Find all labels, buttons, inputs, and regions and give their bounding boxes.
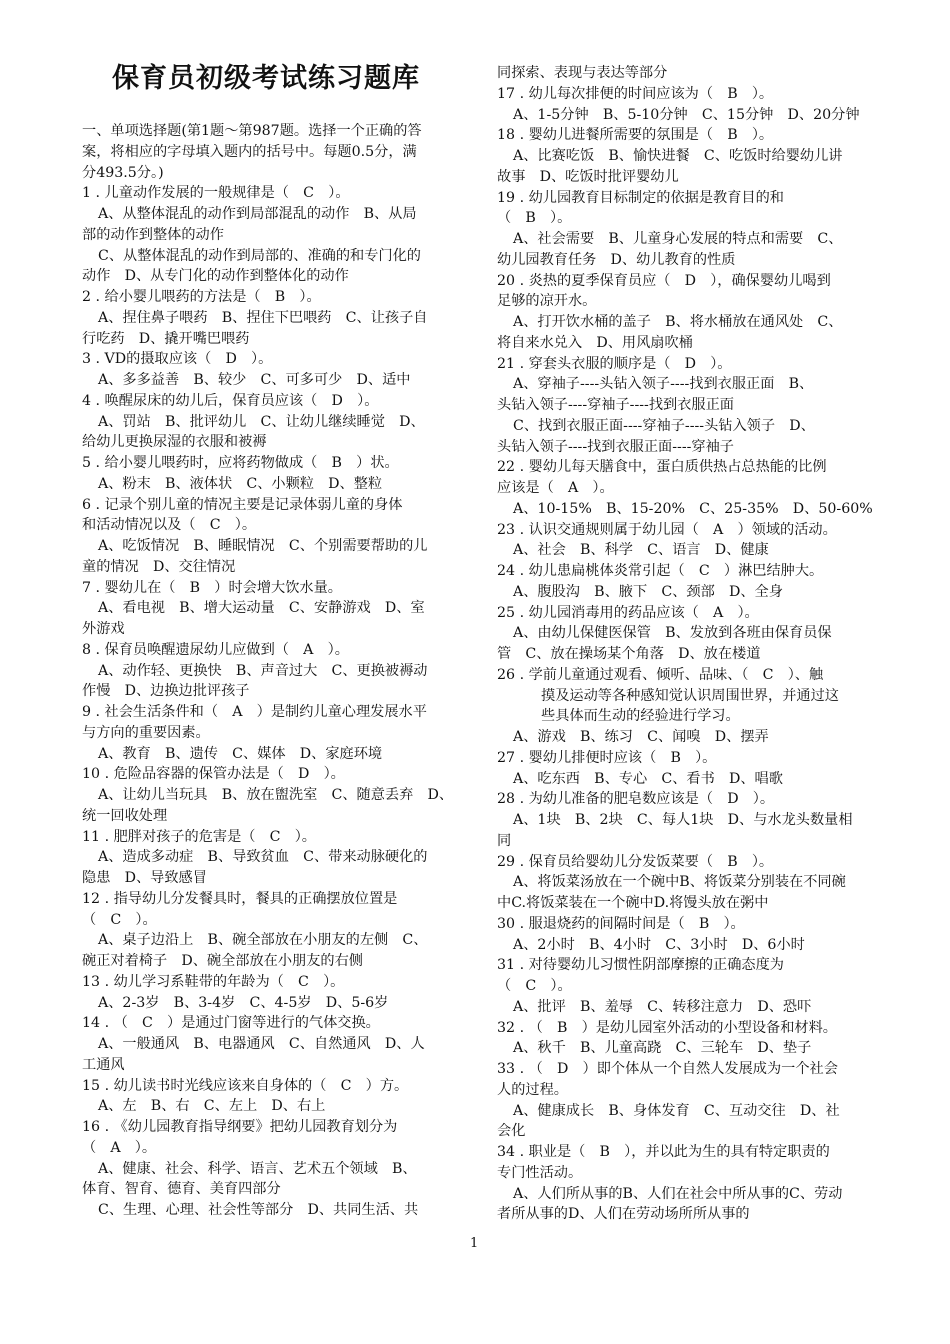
text-line: 人的过程。 bbox=[497, 1081, 568, 1098]
text-line: 些具体而生动的经验进行学习。 bbox=[541, 708, 740, 725]
text-line: A、造成多动症 B、导致贫血 C、带来动脉硬化的 bbox=[98, 849, 428, 866]
text-line: 8 . 保育员唤醒遗尿幼儿应做到（ A ）。 bbox=[82, 641, 349, 658]
text-line: 29 . 保育员给婴幼儿分发饭菜要（ B ）。 bbox=[497, 853, 774, 870]
text-line: C、找到衣服正面----穿袖子----头钻入领子 D、 bbox=[513, 417, 815, 434]
text-line: 23 . 认识交通规则属于幼儿园（ A ）领域的活动。 bbox=[497, 521, 837, 538]
text-line: 专门性活动。 bbox=[497, 1164, 583, 1181]
text-line: A、秋千 B、儿童高跷 C、三轮车 D、垫子 bbox=[513, 1040, 812, 1057]
text-line: 9 . 社会生活条件和（ A ）是制约儿童心理发展水平 bbox=[82, 704, 427, 720]
text-line: 头钻入领子----找到衣服正面----穿袖子 bbox=[497, 438, 734, 455]
text-line: 应该是（ A ）。 bbox=[497, 480, 614, 496]
text-line: 给幼儿更换尿湿的衣服和被褥 bbox=[82, 434, 267, 451]
text-line: 1 . 儿童动作发展的一般规律是（ C ）。 bbox=[82, 185, 350, 202]
text-line: 31 . 对待婴幼儿习惯性阴部摩擦的正确态度为 bbox=[497, 957, 784, 974]
text-line: 2 . 给小婴儿喂药的方法是（ B ）。 bbox=[82, 289, 321, 305]
text-line: 碗正对着椅子 D、碗全部放在小朋友的右侧 bbox=[82, 953, 363, 969]
text-line: A、教育 B、遗传 C、媒体 D、家庭环境 bbox=[98, 745, 383, 762]
text-line: A、捏住鼻子喂药 B、捏住下巴喂药 C、让孩子自 bbox=[98, 309, 428, 326]
text-line: A、健康成长 B、身体发育 C、互动交往 D、社 bbox=[513, 1102, 840, 1119]
text-line: 部的动作到整体的动作 bbox=[82, 226, 224, 243]
text-line: A、左 B、右 C、左上 D、右上 bbox=[98, 1098, 326, 1115]
text-line: 34 . 职业是（ B ），并以此为生的具有特定职责的 bbox=[497, 1144, 830, 1160]
text-line: 同探索、表现与表达等部分 bbox=[497, 65, 668, 81]
text-line: 32 . （ B ）是幼儿园室外活动的小型设备和材料。 bbox=[497, 1019, 837, 1036]
text-line: 统一回收处理 bbox=[82, 807, 168, 824]
text-line: 17 . 幼儿每次排便的时间应该为（ B ）。 bbox=[497, 85, 774, 102]
text-line: A、批评 B、羞辱 C、转移注意力 D、恐吓 bbox=[513, 998, 812, 1015]
text-line: A、健康、社会、科学、语言、艺术五个领域 B、 bbox=[98, 1160, 417, 1177]
text-line: A、2小时 B、4小时 C、3小时 D、6小时 bbox=[513, 936, 805, 953]
text-line: A、吃饭情况 B、睡眠情况 C、个别需要帮助的儿 bbox=[98, 538, 428, 554]
text-line: A、游戏 B、练习 C、闻嗅 D、摆弄 bbox=[513, 729, 769, 745]
text-line: A、社会 B、科学 C、语言 D、健康 bbox=[513, 542, 769, 559]
text-line: A、动作轻、更换快 B、声音过大 C、更换被褥动 bbox=[98, 662, 428, 679]
text-line: 幼儿园教育任务 D、幼儿教育的性质 bbox=[497, 251, 736, 268]
text-line: （ A ）。 bbox=[82, 1139, 157, 1156]
text-line: 27 . 婴幼儿排便时应该（ B ）。 bbox=[497, 749, 717, 766]
text-line: 26 . 学前儿童通过观看、倾听、品味、（ C ）、触 bbox=[497, 666, 824, 683]
text-line: 工通风 bbox=[82, 1056, 125, 1073]
text-line: 4 . 唤醒尿床的幼儿后，保育员应该（ D ）。 bbox=[82, 392, 379, 409]
text-line: 摸及运动等各种感知觉认识周围世界，并通过这 bbox=[541, 687, 839, 704]
text-line: 和活动情况以及（ C ）。 bbox=[82, 517, 257, 534]
text-line: 21 . 穿套头衣服的顺序是（ D ）。 bbox=[497, 355, 732, 372]
text-line: 28 . 为幼儿准备的肥皂数应该是（ D ）。 bbox=[497, 791, 775, 808]
text-line: 19 . 幼儿园教育目标制定的依据是教育目的和 bbox=[497, 189, 784, 206]
text-line: 作慢 D、边换边批评孩子 bbox=[82, 683, 250, 700]
text-line: 分493.5分。) bbox=[82, 164, 164, 181]
page-number: 1 bbox=[470, 1236, 479, 1251]
text-line: 与方向的重要因素。 bbox=[82, 724, 210, 741]
text-line: （ C ）。 bbox=[82, 911, 157, 928]
text-line: A、粉末 B、液体状 C、小颗粒 D、整粒 bbox=[98, 475, 383, 492]
text-line: 33 . （ D ）即个体从一个自然人发展成为一个社会 bbox=[497, 1061, 838, 1077]
text-line: （ C ）。 bbox=[497, 978, 572, 994]
text-line: A、桌子边沿上 B、碗全部放在小朋友的左侧 C、 bbox=[98, 932, 428, 949]
text-line: 20 . 炎热的夏季保育员应（ D ），确保婴幼儿喝到 bbox=[497, 272, 831, 289]
text-line: 10 . 危险品容器的保管办法是（ D ）。 bbox=[82, 766, 345, 783]
text-line: 案，将相应的字母填入题内的括号中。每题0.5分，满 bbox=[82, 143, 417, 160]
text-line: 25 . 幼儿园消毒用的药品应该（ A ）。 bbox=[497, 604, 759, 621]
text-line: A、1-5分钟 B、5-10分钟 C、15分钟 D、20分钟 bbox=[513, 106, 860, 123]
text-line: 将自来水兑入 D、用风扇吹桶 bbox=[497, 334, 693, 351]
text-line: 故事 D、吃饭时批评婴幼儿 bbox=[497, 168, 679, 185]
text-line: A、罚站 B、批评幼儿 C、让幼儿继续睡觉 D、 bbox=[98, 413, 425, 430]
text-line: （ B ）。 bbox=[497, 210, 572, 227]
text-line: A、比赛吃饭 B、愉快进餐 C、吃饭时给婴幼儿讲 bbox=[513, 148, 843, 164]
text-line: 中C.将饭菜装在一个碗中D.将馒头放在粥中 bbox=[497, 895, 769, 911]
text-line: 7 . 婴幼儿在（ B ）时会增大饮水量。 bbox=[82, 579, 342, 596]
text-line: 行吃药 D、撬开嘴巴喂药 bbox=[82, 330, 250, 347]
text-line: A、社会需要 B、儿童身心发展的特点和需要 C、 bbox=[513, 231, 843, 247]
text-line: A、看电视 B、增大运动量 C、安静游戏 D、室 bbox=[98, 600, 425, 617]
text-line: 管 C、放在操场某个角落 D、放在楼道 bbox=[497, 646, 761, 662]
text-line: A、1块 B、2块 C、每人1块 D、与水龙头数量相 bbox=[513, 812, 853, 828]
text-line: 14 . （ C ）是通过门窗等进行的气体交换。 bbox=[82, 1015, 380, 1032]
text-line: 6 . 记录个别儿童的情况主要是记录体弱儿童的身体 bbox=[82, 496, 403, 513]
text-line: A、将饭菜汤放在一个碗中B、将饭菜分别装在不同碗 bbox=[513, 874, 846, 891]
text-line: 12 . 指导幼儿分发餐具时，餐具的正确摆放位置是 bbox=[82, 890, 398, 907]
text-line: A、打开饮水桶的盖子 B、将水桶放在通风处 C、 bbox=[513, 314, 843, 330]
text-line: C、从整体混乱的动作到局部的、准确的和专门化的 bbox=[98, 247, 421, 264]
text-line: 5 . 给小婴儿喂药时，应将药物做成（ B ）状。 bbox=[82, 455, 399, 471]
text-line: 同 bbox=[497, 832, 512, 849]
text-line: A、让幼儿当玩具 B、放在盥洗室 C、随意丢弃 D、 bbox=[98, 787, 454, 803]
text-line: 一、单项选择题(第1题～第987题。选择一个正确的答 bbox=[82, 123, 422, 139]
text-line: 外游戏 bbox=[82, 621, 125, 637]
text-line: 隐患 D、导致感冒 bbox=[82, 870, 207, 886]
text-line: A、多多益善 B、较少 C、可多可少 D、适中 bbox=[98, 372, 411, 388]
text-line: 16 . 《幼儿园教育指导纲要》把幼儿园教育划分为 bbox=[82, 1119, 398, 1135]
text-line: A、2-3岁 B、3-4岁 C、4-5岁 D、5-6岁 bbox=[98, 994, 389, 1011]
text-line: A、一般通风 B、电器通风 C、自然通风 D、人 bbox=[98, 1036, 425, 1052]
text-line: A、穿袖子----头钻入领子----找到衣服正面 B、 bbox=[513, 376, 814, 393]
text-line: 会化 bbox=[497, 1123, 526, 1140]
text-line: A、由幼儿保健医保管 B、发放到各班由保育员保 bbox=[513, 625, 832, 642]
text-line: 15 . 幼儿读书时光线应该来自身体的（ C ）方。 bbox=[82, 1077, 409, 1094]
text-line: A、人们所从事的B、人们在社会中所从事的C、劳动 bbox=[513, 1185, 843, 1202]
text-line: 11 . 肥胖对孩子的危害是（ C ）。 bbox=[82, 828, 316, 845]
text-line: A、10-15% B、15-20% C、25-35% D、50-60% bbox=[513, 500, 873, 517]
text-line: 13 . 幼儿学习系鞋带的年龄为（ C ）。 bbox=[82, 973, 345, 990]
text-line: 30 . 服退烧药的间隔时间是（ B ）。 bbox=[497, 915, 745, 932]
text-line: A、腹股沟 B、腋下 C、颈部 D、全身 bbox=[513, 583, 783, 600]
text-line: A、吃东西 B、专心 C、看书 D、唱歌 bbox=[513, 770, 783, 787]
text-line: 动作 D、从专门化的动作到整体化的动作 bbox=[82, 268, 349, 285]
text-line: 18 . 婴幼儿进餐所需要的氛围是（ B ）。 bbox=[497, 127, 774, 144]
text-line: C、生理、心理、社会性等部分 D、共同生活、共 bbox=[98, 1202, 419, 1218]
text-line: 头钻入领子----穿袖子----找到衣服正面 bbox=[497, 397, 734, 413]
text-line: 3 . VD的摄取应该（ D ）。 bbox=[82, 351, 273, 368]
text-line: 足够的凉开水。 bbox=[497, 293, 597, 310]
text-line: 24 . 幼儿患扁桃体炎常引起（ C ）淋巴结肿大。 bbox=[497, 563, 824, 579]
text-line: A、从整体混乱的动作到局部混乱的动作 B、从局 bbox=[98, 206, 417, 222]
text-line: 体育、智育、德育、美育四部分 bbox=[82, 1181, 281, 1198]
text-line: 者所从事的D、人们在劳动场所所从事的 bbox=[497, 1206, 750, 1223]
text-line: 22 . 婴幼儿每天膳食中，蛋白质供热占总热能的比例 bbox=[497, 459, 827, 476]
page-title: 保育员初级考试练习题库 bbox=[112, 63, 420, 94]
text-line: 童的情况 D、交往情况 bbox=[82, 558, 236, 575]
